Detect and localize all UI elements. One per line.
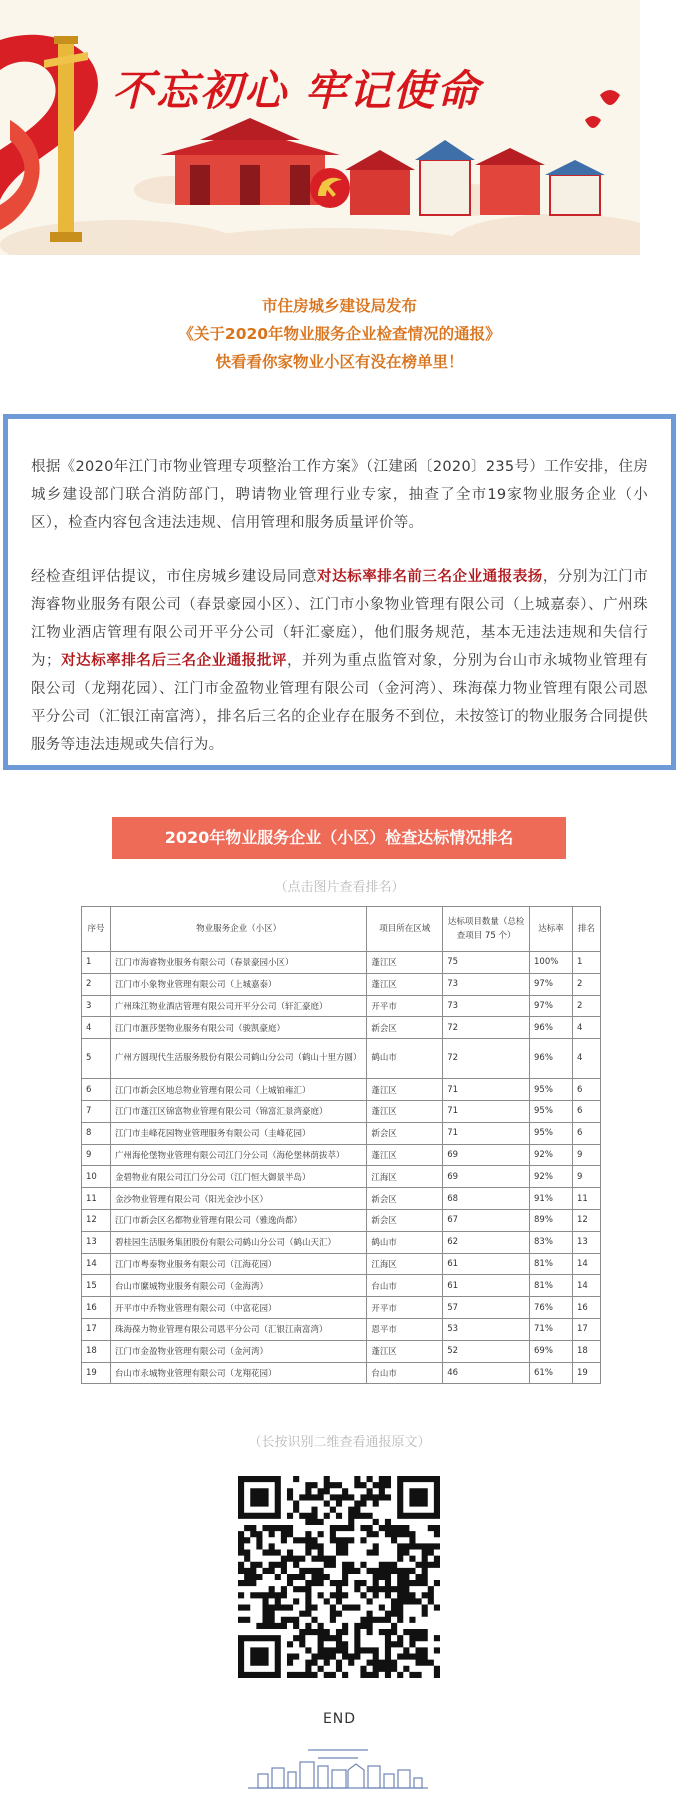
table-row: [82, 1017, 601, 1039]
headline-line-3: 快看看你家物业小区有没在榜单里！: [215, 353, 464, 371]
cell-no: 16: [82, 1297, 111, 1319]
cell-count: 62: [443, 1231, 530, 1253]
cell-count: 71: [443, 1122, 530, 1144]
table-row: [82, 1209, 601, 1231]
table-row: [82, 1100, 601, 1122]
intro-paragraph-1: 根据《2020年江门市物业管理专项整治工作方案》（江建函〔2020〕235号）工作安排，住房城乡建设部门联合消防部门，聘请物业管理行业专家，抽查了全市19家物业服务企业（小区），检查内容包含违法违规、信用管理和服务质量评价等。: [31, 459, 648, 531]
table-row: [82, 952, 601, 974]
cell-rate: 100%: [530, 952, 573, 974]
cell-area: 蓬江区: [367, 1144, 443, 1166]
cell-no: 2: [82, 973, 111, 995]
cell-name: 台山市永城物业管理有限公司（龙翔花园）: [110, 1362, 366, 1384]
cell-count: 72: [443, 1017, 530, 1039]
cell-name: 江门市蓬江区锦富物业管理有限公司（锦富汇景湾豪庭）: [110, 1100, 366, 1122]
cell-rate: 89%: [530, 1209, 573, 1231]
cell-name: 珠海葆力物业管理有限公司恩平分公司（汇银江南富湾）: [110, 1318, 366, 1340]
table-row: [82, 1231, 601, 1253]
cell-area: 台山市: [367, 1362, 443, 1384]
ranking-section-title: 2020年物业服务企业（小区）检查达标情况排名: [112, 817, 566, 859]
cell-count: 73: [443, 973, 530, 995]
cell-count: 46: [443, 1362, 530, 1384]
cell-area: 新会区: [367, 1122, 443, 1144]
table-row: [82, 1253, 601, 1275]
cell-count: 52: [443, 1340, 530, 1362]
cell-rate: 61%: [530, 1362, 573, 1384]
cell-no: 11: [82, 1188, 111, 1210]
intro-p2-text-c: ，并列为重点监管对象，分别为台山市永城物业管理有限公司（龙翔花园）、江门市金盈物业管理有限公司（金河湾）、珠海葆力物业管理有限公司恩平分公司（汇银江南富湾），排名后三名的企业存在服务不到位，未按签订的物业服务合同提供服务等违法违规或失信行为。: [31, 653, 648, 753]
table-row: [82, 1275, 601, 1297]
cell-rate: 81%: [530, 1275, 573, 1297]
cell-rank: 2: [572, 995, 600, 1017]
headline-block: [0, 292, 679, 376]
cell-name: 江门市圭峰花园物业管理服务有限公司（圭峰花园）: [110, 1122, 366, 1144]
cell-rate: 95%: [530, 1079, 573, 1101]
headline-line-2: 《关于2020年物业服务企业检查情况的通报》: [178, 325, 501, 343]
cell-name: 碧桂园生活服务集团股份有限公司鹤山分公司（鹤山天汇）: [110, 1231, 366, 1253]
table-row: [82, 973, 601, 995]
table-row: [82, 1166, 601, 1188]
cell-rate: 76%: [530, 1297, 573, 1319]
table-row: [82, 1340, 601, 1362]
header-no: 序号: [82, 907, 111, 952]
header-rate: 达标率: [530, 907, 573, 952]
cell-area: 蓬江区: [367, 1100, 443, 1122]
cell-rate: 92%: [530, 1166, 573, 1188]
cell-rate: 96%: [530, 1039, 573, 1079]
cell-rank: 14: [572, 1253, 600, 1275]
cell-count: 73: [443, 995, 530, 1017]
cell-no: 9: [82, 1144, 111, 1166]
cell-rank: 6: [572, 1079, 600, 1101]
table-row: [82, 1318, 601, 1340]
cell-rank: 16: [572, 1297, 600, 1319]
cell-count: 61: [443, 1275, 530, 1297]
end-label: END: [322, 1711, 357, 1727]
intro-box: [3, 414, 676, 770]
cell-no: 18: [82, 1340, 111, 1362]
header-area: 项目所在区域: [367, 907, 443, 952]
cell-rate: 83%: [530, 1231, 573, 1253]
cell-rate: 69%: [530, 1340, 573, 1362]
cell-rank: 2: [572, 973, 600, 995]
qr-caption: （长按识别二维查看通报原文）: [248, 1435, 431, 1450]
cell-count: 75: [443, 952, 530, 974]
cell-name: 江门市海睿物业服务有限公司（春景豪园小区）: [110, 952, 366, 974]
cell-rank: 18: [572, 1340, 600, 1362]
table-body: [82, 952, 601, 1384]
cell-no: 6: [82, 1079, 111, 1101]
cell-rate: 95%: [530, 1122, 573, 1144]
ranking-caption: （点击图片查看排名）: [274, 880, 405, 895]
cell-count: 72: [443, 1039, 530, 1079]
cell-area: 开平市: [367, 995, 443, 1017]
cell-name: 广州珠江物业酒店管理有限公司开平分公司（轩汇豪庭）: [110, 995, 366, 1017]
table-row: [82, 1297, 601, 1319]
cell-rank: 6: [572, 1122, 600, 1144]
cell-name: 江门市粤泰物业服务有限公司（江海花园）: [110, 1253, 366, 1275]
cell-rank: 9: [572, 1144, 600, 1166]
cell-area: 新会区: [367, 1209, 443, 1231]
cell-area: 蓬江区: [367, 1340, 443, 1362]
cell-no: 15: [82, 1275, 111, 1297]
cell-area: 鹤山市: [367, 1231, 443, 1253]
cell-area: 蓬江区: [367, 973, 443, 995]
cell-name: 开平市中乔物业管理有限公司（中富花园）: [110, 1297, 366, 1319]
intro-p2-text-a: 经检查组评估提议，市住房城乡建设局同意: [31, 569, 318, 585]
cell-area: 江海区: [367, 1166, 443, 1188]
cell-no: 1: [82, 952, 111, 974]
cell-no: 14: [82, 1253, 111, 1275]
cell-no: 5: [82, 1039, 111, 1079]
cell-rank: 1: [572, 952, 600, 974]
cell-name: 江门市小象物业管理有限公司（上城嘉泰）: [110, 973, 366, 995]
intro-p2-text-b: ，分别为江门市海睿物业服务有限公司（春景豪园小区）、江门市小象物业管理有限公司（上城嘉泰）、广州珠江物业酒店管理有限公司开平分公司（轩汇豪庭），他们服务规范，基本无违法违规和失信行为；: [31, 569, 649, 669]
cell-no: 10: [82, 1166, 111, 1188]
table-row: [82, 1144, 601, 1166]
city-skyline-icon: [248, 1740, 428, 1790]
cell-no: 3: [82, 995, 111, 1017]
cell-no: 12: [82, 1209, 111, 1231]
cell-area: 蓬江区: [367, 1079, 443, 1101]
cell-name: 金沙物业管理有限公司（阳光金沙小区）: [110, 1188, 366, 1210]
cell-no: 4: [82, 1017, 111, 1039]
cell-rank: 17: [572, 1318, 600, 1340]
cell-area: 开平市: [367, 1297, 443, 1319]
table-row: [82, 1079, 601, 1101]
table-header-row: [82, 907, 601, 952]
header-rank: 排名: [572, 907, 600, 952]
cell-name: 江门市金盈物业管理有限公司（金河湾）: [110, 1340, 366, 1362]
cell-count: 67: [443, 1209, 530, 1231]
cell-name: 广州方圆现代生活服务股份有限公司鹤山分公司（鹤山十里方圆）: [110, 1039, 366, 1079]
cell-no: 13: [82, 1231, 111, 1253]
headline-line-1: 市住房城乡建设局发布: [261, 297, 417, 315]
praise-highlight: 对达标率排名前三名企业通报表扬: [317, 569, 543, 585]
cell-rank: 12: [572, 1209, 600, 1231]
cell-rate: 95%: [530, 1100, 573, 1122]
cell-rank: 4: [572, 1017, 600, 1039]
cell-name: 台山市縻城物业服务有限公司（金海湾）: [110, 1275, 366, 1297]
cell-name: 江门市新会区地总物业管理有限公司（上城铂雍汇）: [110, 1079, 366, 1101]
cell-rate: 71%: [530, 1318, 573, 1340]
cell-area: 新会区: [367, 1188, 443, 1210]
cell-rate: 97%: [530, 973, 573, 995]
table-row: [82, 1122, 601, 1144]
cell-count: 69: [443, 1166, 530, 1188]
cell-area: 新会区: [367, 1017, 443, 1039]
banner-illustration: [0, 0, 640, 255]
table-row: [82, 1188, 601, 1210]
header-banner: [0, 0, 640, 255]
cell-area: 鹤山市: [367, 1039, 443, 1079]
cell-rate: 92%: [530, 1144, 573, 1166]
cell-no: 7: [82, 1100, 111, 1122]
ranking-table[interactable]: [81, 906, 601, 1384]
banner-slogan: 不忘初心 牢记使命: [112, 66, 481, 115]
cell-rate: 81%: [530, 1253, 573, 1275]
qr-code-icon: [238, 1476, 440, 1678]
cell-rank: 9: [572, 1166, 600, 1188]
cell-name: 江门市新会区名都物业管理有限公司（雅逸尚都）: [110, 1209, 366, 1231]
cell-rate: 91%: [530, 1188, 573, 1210]
cell-name: 江门市滙莎堡物业服务有限公司（骏凯豪庭）: [110, 1017, 366, 1039]
cell-count: 68: [443, 1188, 530, 1210]
cell-count: 57: [443, 1297, 530, 1319]
cell-no: 8: [82, 1122, 111, 1144]
header-name: 物业服务企业（小区）: [110, 907, 366, 952]
table-row: [82, 995, 601, 1017]
cell-count: 71: [443, 1100, 530, 1122]
qr-code[interactable]: [238, 1476, 440, 1678]
cell-name: 金碧物业有限公司江门分公司（江门恒大御景半岛）: [110, 1166, 366, 1188]
cell-area: 蓬江区: [367, 952, 443, 974]
header-count: 达标项目数量（总检查项目 75 个）: [443, 907, 530, 952]
cell-area: 恩平市: [367, 1318, 443, 1340]
cell-area: 台山市: [367, 1275, 443, 1297]
cell-count: 69: [443, 1144, 530, 1166]
cell-rank: 11: [572, 1188, 600, 1210]
cell-count: 61: [443, 1253, 530, 1275]
cell-name: 广州海伦堡物业管理有限公司江门分公司（海伦堡林荫拔萃）: [110, 1144, 366, 1166]
intro-paragraph-2: [31, 563, 648, 759]
cell-rate: 96%: [530, 1017, 573, 1039]
cell-rank: 14: [572, 1275, 600, 1297]
cell-no: 17: [82, 1318, 111, 1340]
cell-count: 71: [443, 1079, 530, 1101]
cell-count: 53: [443, 1318, 530, 1340]
cell-rate: 97%: [530, 995, 573, 1017]
cell-rank: 6: [572, 1100, 600, 1122]
table-row: [82, 1039, 601, 1079]
cell-area: 江海区: [367, 1253, 443, 1275]
table-row: [82, 1362, 601, 1384]
cell-rank: 19: [572, 1362, 600, 1384]
cell-rank: 4: [572, 1039, 600, 1079]
criticism-highlight: 对达标率排名后三名企业通报批评: [60, 653, 287, 669]
cell-rank: 13: [572, 1231, 600, 1253]
emblem-icon: [310, 168, 350, 208]
cell-no: 19: [82, 1362, 111, 1384]
